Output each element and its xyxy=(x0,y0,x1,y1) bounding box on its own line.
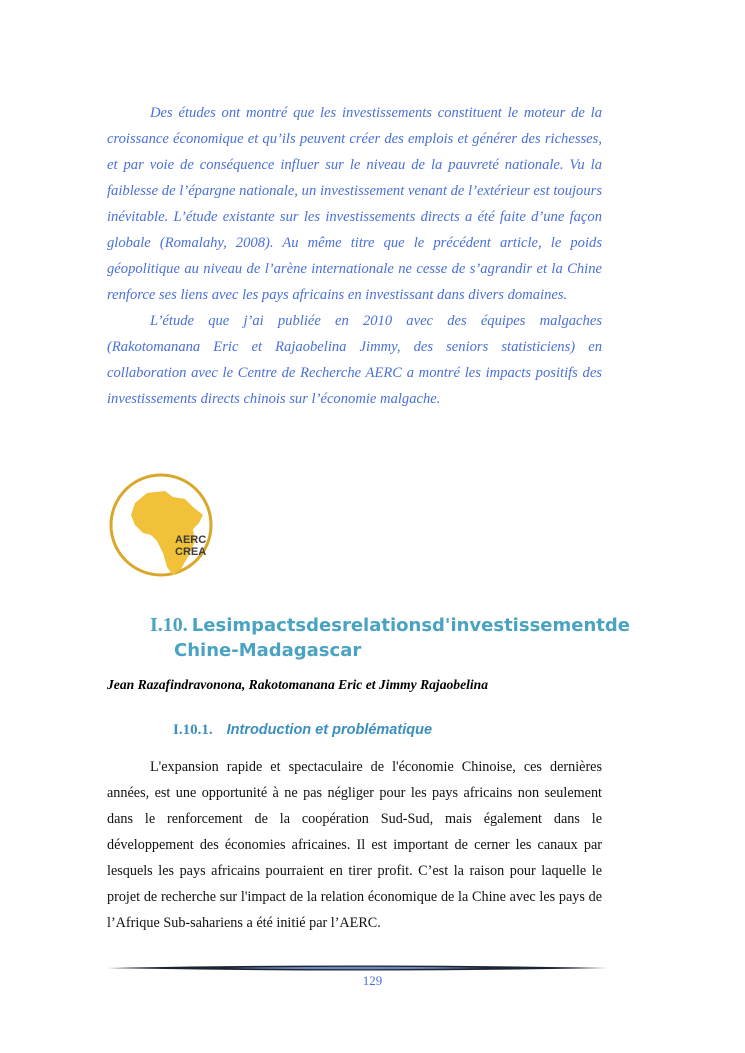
heading-word: relations xyxy=(341,615,433,636)
body-text xyxy=(107,754,602,936)
page-number: 129 xyxy=(362,973,383,988)
subsection-title: Introduction et problématique xyxy=(226,722,433,738)
heading-word: impacts xyxy=(226,615,307,636)
footer-rule xyxy=(107,964,607,972)
section-title-line2: Chine-Madagascar xyxy=(174,640,362,661)
body-paragraph-1: L'expansion rapide et spectaculaire de l'économie Chinoise, ces dernières années, est une opportunité à ne pas négliger pour les pays africains non seulement dans le renforcement de la coopération Sud-Sud, mais également dans le développement des économies africaines. Il est important de cerner les canaux par lesquels les pays africains pourraient en tirer profit. C’est la raison pour laquelle le projet de recherche sur l'impact de la relation économique de la Chine avec les pays de l’Afrique Sub-sahariens a été initié par l’AERC. xyxy=(107,759,602,931)
heading-word: Les xyxy=(191,615,227,636)
logo-text-line2: CREA xyxy=(175,546,207,558)
heading-word: de xyxy=(604,615,630,636)
subsection-heading xyxy=(173,722,432,739)
heading-word: d'investissement xyxy=(432,615,605,636)
section-heading xyxy=(150,613,630,663)
intro-paragraph-2: L’étude que j’ai publiée en 2010 avec des équipes malgaches (Rakotomanana Eric et Rajaobelina Jimmy, des seniors statisticiens) en collaboration avec le Centre de Recherche AERC a montré les impacts positifs des investissements directs chinois sur l’économie malgache. xyxy=(107,313,602,407)
section-number: I.10. xyxy=(150,614,188,636)
subsection-number: I.10.1. xyxy=(173,722,213,738)
intro-text xyxy=(107,100,602,412)
heading-word: des xyxy=(306,615,342,636)
aerc-logo xyxy=(107,463,219,585)
intro-paragraph-1: Des études ont montré que les investissements constituent le moteur de la croissance économique et qu’ils peuvent créer des emplois et générer des richesses, et par voie de conséquence influer sur le niveau de la pauvreté nationale. Vu la faiblesse de l’épargne nationale, un investissement venant de l’extérieur est toujours inévitable. L’étude existante sur les investissements directs a été faite d’une façon globale (Romalahy, 2008). Au même titre que le précédent article, le poids géopolitique au niveau de l’arène internationale ne cesse de s’agrandir et la Chine renforce ses liens avec les pays africains en investissant dans divers domaines. xyxy=(107,105,602,303)
logo-text-line1: AERC xyxy=(175,534,207,546)
authors: Jean Razafindravonona, Rakotomanana Eric et Jimmy Rajaobelina xyxy=(107,677,489,692)
